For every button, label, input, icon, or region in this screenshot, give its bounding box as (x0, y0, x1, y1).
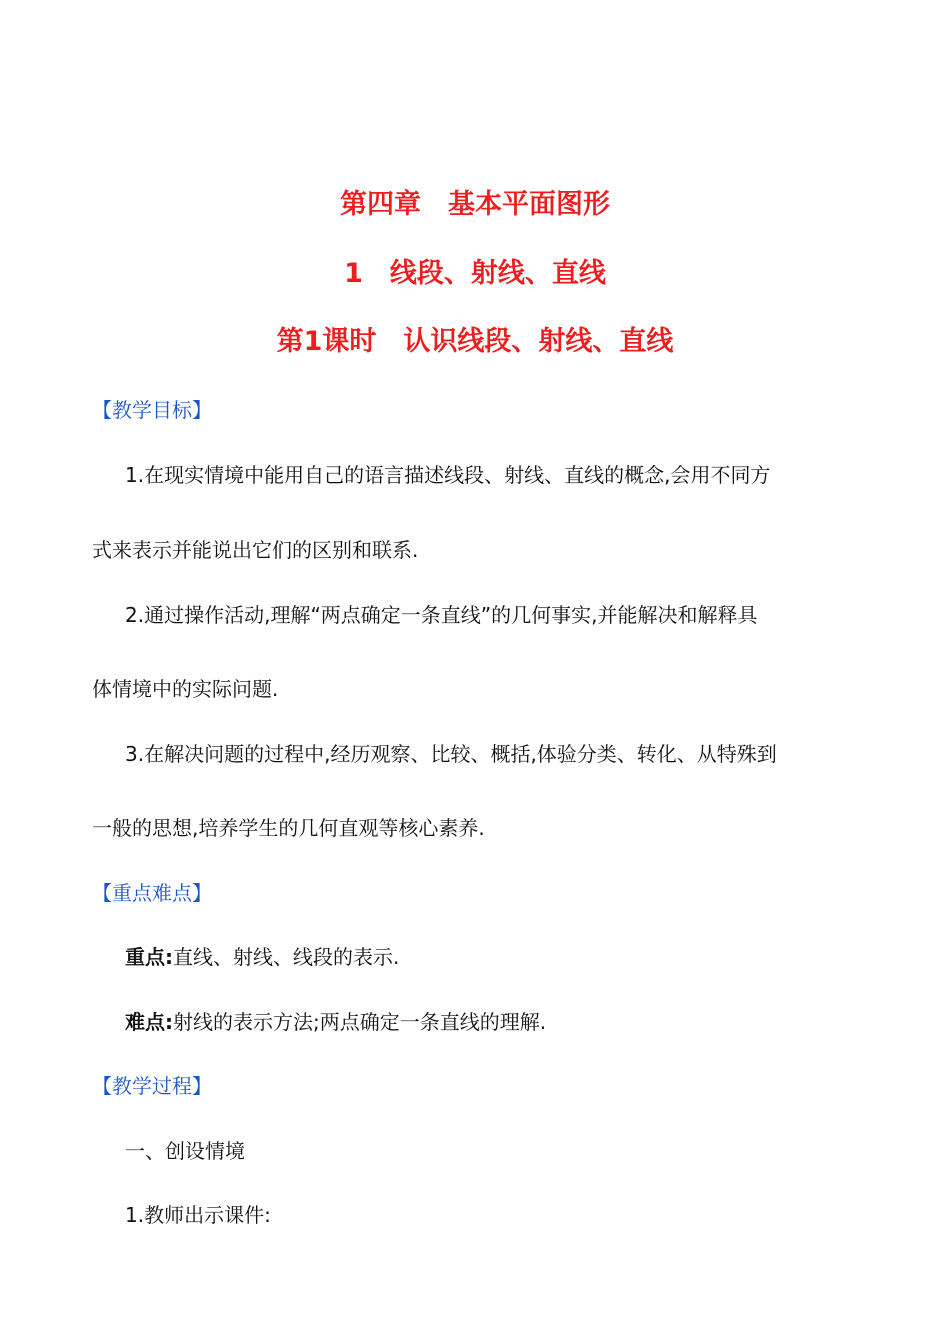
process-heading: 【教学过程】 (92, 1074, 212, 1098)
process-step-1-item-1: 1.教师出示课件: (125, 1203, 271, 1227)
difficulty-text: 射线的表示方法;两点确定一条直线的理解. (173, 1010, 547, 1034)
chapter-title: 第四章 基本平面图形 (340, 189, 610, 220)
difficulty-point (125, 1007, 546, 1037)
objective-1-line-1: 1.在现实情境中能用自己的语言描述线段、射线、直线的概念,会用不同方 (125, 463, 771, 487)
objective-1-line-2: 式来表示并能说出它们的区别和联系. (92, 538, 419, 562)
difficulty-label: 难点: (125, 1010, 173, 1034)
focus-text: 直线、射线、线段的表示. (173, 945, 400, 969)
objective-2-line-1: 2.通过操作活动,理解“两点确定一条直线”的几何事实,并能解决和解释具 (125, 603, 758, 627)
objective-2-line-2: 体情境中的实际问题. (92, 677, 279, 701)
focus-label: 重点: (125, 945, 173, 969)
key-points-heading: 【重点难点】 (92, 881, 212, 905)
objectives-heading: 【教学目标】 (92, 398, 212, 422)
objective-3-line-1: 3.在解决问题的过程中,经历观察、比较、概括,体验分类、转化、从特殊到 (125, 742, 777, 766)
section-title: 1 线段、射线、直线 (344, 258, 606, 289)
lesson-title: 第1课时 认识线段、射线、直线 (276, 326, 674, 357)
focus-point (125, 942, 399, 972)
objective-3-line-2: 一般的思想,培养学生的几何直观等核心素养. (92, 816, 485, 840)
process-step-1: 一、创设情境 (125, 1139, 245, 1163)
